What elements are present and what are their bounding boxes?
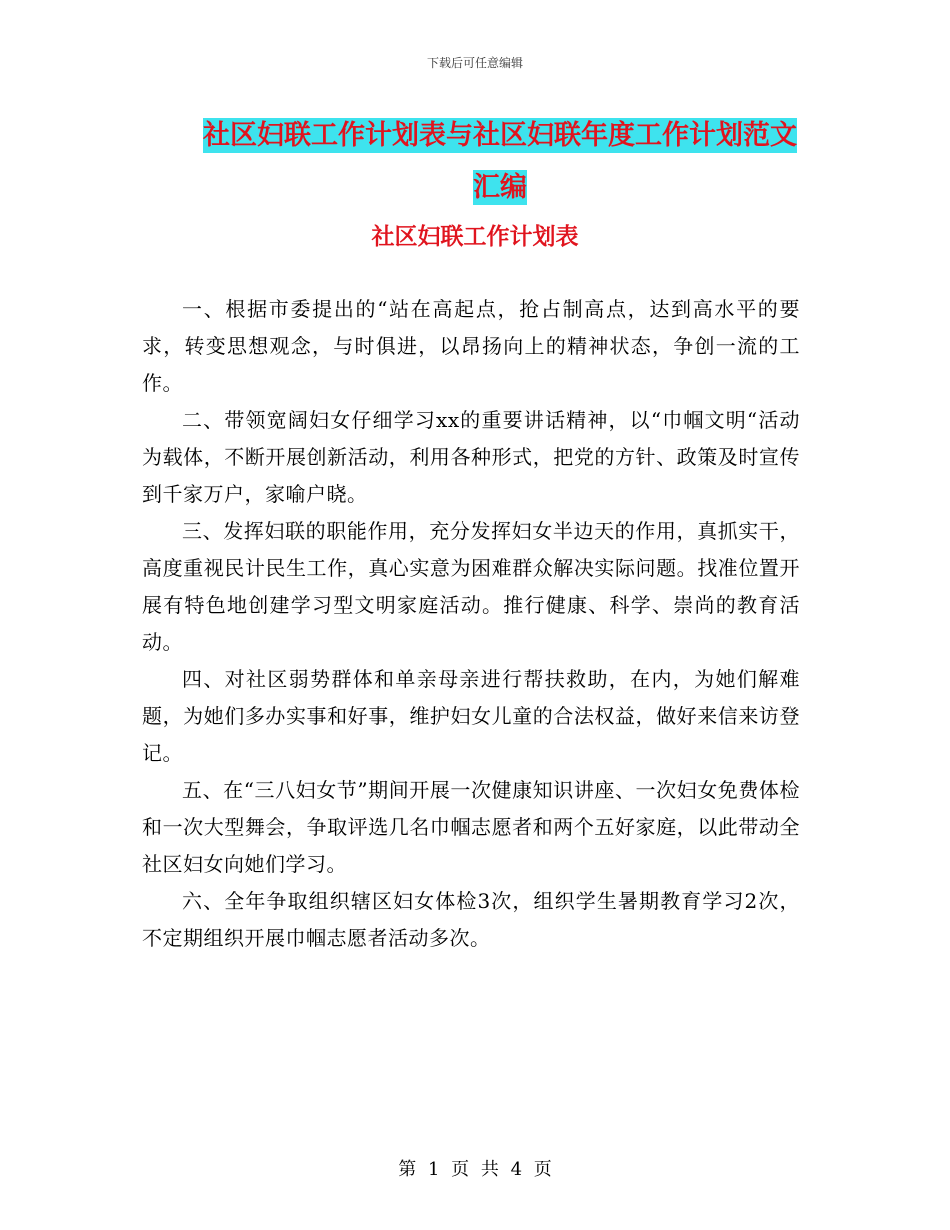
paragraph-5: 五、在“三八妇女节”期间开展一次健康知识讲座、一次妇女免费体检和一次大型舞会，争取评选几名巾帼志愿者和两个五好家庭，以此带动全社区妇女向她们学习。 <box>142 778 800 876</box>
header-note: 下载后可任意编辑 <box>426 56 523 70</box>
document-title-text: 社区妇联工作计划表与社区妇联年度工作计划范文汇编 <box>203 120 797 203</box>
document-title <box>190 110 810 214</box>
section-title: 社区妇联工作计划表 <box>371 224 579 250</box>
paragraph-4: 四、对社区弱势群体和单亲母亲进行帮扶救助，在内，为她们解难题，为她们多办实事和好事，维护妇女儿童的合法权益，做好来信来访登记。 <box>142 667 800 765</box>
paragraph-1: 一、根据市委提出的“站在高起点，抢占制高点，达到高水平的要求，转变思想观念，与时俱进，以昂扬向上的精神状态，争创一流的工作。 <box>142 297 800 395</box>
paragraph-3: 三、发挥妇联的职能作用，充分发挥妇女半边天的作用，真抓实干，高度重视民计民生工作，真心实意为困难群众解决实际问题。找准位置开展有特色地创建学习型文明家庭活动。推行健康、科学、崇尚的教育活动。 <box>142 519 800 654</box>
paragraph-2: 二、带领宽阔妇女仔细学习xx的重要讲话精神，以“巾帼文明“活动为载体，不断开展创新活动，利用各种形式，把党的方针、政策及时宣传到千家万户，家喻户晓。 <box>142 408 800 506</box>
page-footer: 第 1 页 共 4 页 <box>398 1159 552 1180</box>
body-text <box>142 291 800 957</box>
paragraph-6: 六、全年争取组织辖区妇女体检3次，组织学生暑期教育学习2次，不定期组织开展巾帼志愿者活动多次。 <box>142 889 800 950</box>
